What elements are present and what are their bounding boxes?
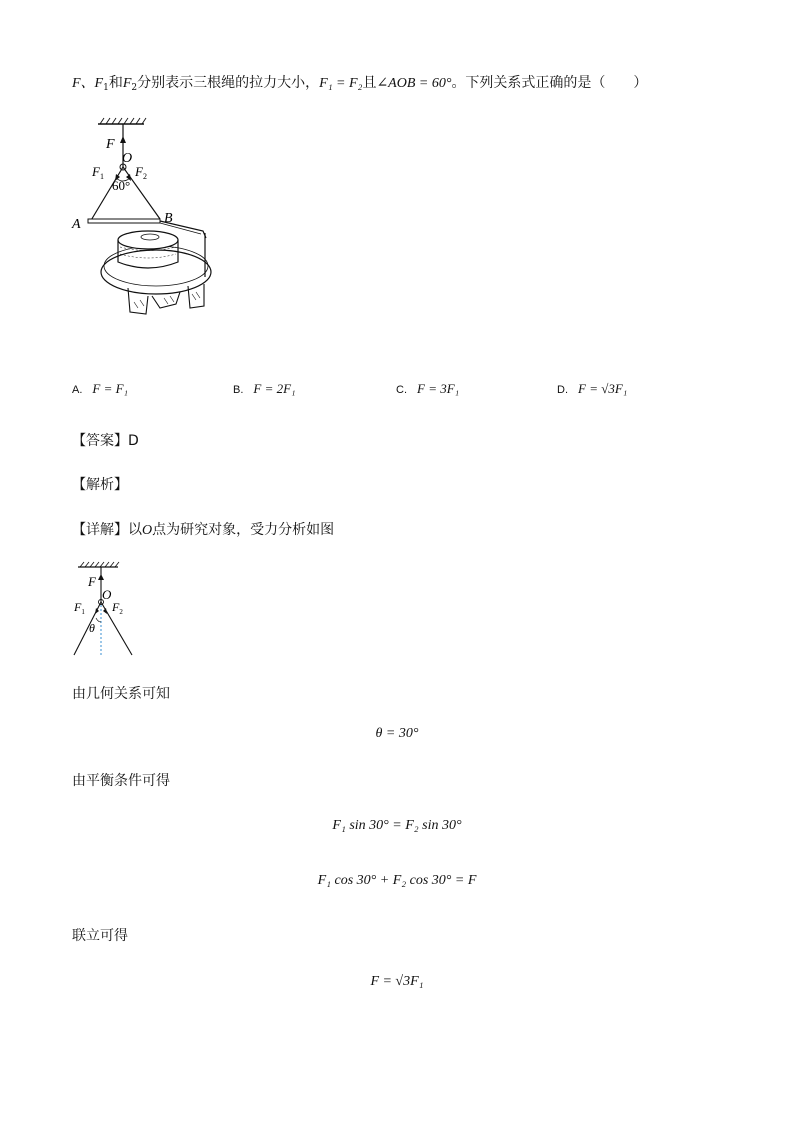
- answer-tag: 【答案】: [72, 433, 128, 449]
- fig1-label-angle: 60°: [112, 178, 131, 193]
- balance-text: 由平衡条件可得: [72, 773, 170, 789]
- fig1-label-B: B: [164, 211, 173, 226]
- connector-qie: 且: [362, 75, 377, 91]
- fig2-label-F2-sub: 2: [119, 608, 123, 616]
- svg-text:F2: [134, 164, 147, 181]
- fig2-label-F2: F: [112, 600, 120, 614]
- detail-point: O: [142, 523, 153, 538]
- fig1-label-O: O: [122, 151, 133, 166]
- equation-cos: F₁ cos 30° + F₂ cos 30° = F: [317, 873, 477, 888]
- force-f2: F: [122, 76, 132, 91]
- option-b-letter: B.: [233, 384, 244, 396]
- fig1-label-F1: F: [92, 164, 100, 179]
- fig2-label-theta: θ: [89, 621, 95, 635]
- fig2-label-F1-sub: 1: [81, 608, 85, 616]
- equation-theta: θ = 30°: [375, 726, 419, 741]
- geometry-text: 由几何关系可知: [72, 686, 170, 702]
- fig1-label-A: A: [72, 217, 81, 232]
- svg-text:F1: [91, 164, 104, 181]
- option-d-text: F = √3F₁: [578, 381, 628, 396]
- equal-condition: F₁ = F₂: [319, 76, 363, 91]
- detail-line: [72, 519, 334, 539]
- subscript-2: 2: [131, 83, 138, 93]
- answer-line: [72, 430, 139, 450]
- combine-text: 联立可得: [72, 928, 128, 944]
- analysis-line: [72, 474, 128, 494]
- question-description: 分别表示三根绳的拉力大小，: [137, 75, 320, 91]
- equation-result: F = √3F₁: [370, 974, 424, 989]
- detail-text1: 以: [128, 522, 142, 538]
- option-a-letter: A.: [72, 384, 83, 396]
- option-d-letter: D.: [557, 384, 568, 396]
- option-c-letter: C.: [396, 384, 407, 396]
- svg-text:F2: [111, 600, 123, 616]
- figure-millstone: [68, 112, 228, 327]
- fig2-label-F: F: [88, 574, 96, 589]
- option-d: [557, 381, 627, 397]
- connector-he: 和: [108, 75, 123, 91]
- fig2-label-O: O: [102, 587, 112, 602]
- option-c-text: F = 3F₁: [417, 381, 460, 396]
- svg-text:F1: [73, 600, 85, 616]
- option-b: [233, 381, 296, 397]
- fig2-label-F1: F: [74, 600, 82, 614]
- detail-text2: 点为研究对象，受力分析如图: [152, 522, 335, 538]
- subscript-1: 1: [103, 83, 109, 93]
- question-stem: [72, 72, 647, 93]
- analysis-tag: 【解析】: [72, 477, 128, 493]
- option-c: [396, 381, 459, 397]
- fig1-label-F: F: [106, 137, 115, 152]
- fig1-label-F1-sub: 1: [99, 172, 104, 181]
- option-a-text: F = F₁: [92, 381, 129, 396]
- forces-prefix: F、F: [72, 76, 104, 91]
- fig1-label-F2: F: [135, 164, 143, 179]
- detail-tag: 【详解】: [72, 522, 128, 538]
- answer-value: D: [128, 433, 139, 449]
- option-b-text: F = 2F₁: [253, 381, 296, 396]
- angle-condition: ∠AOB = 60°: [376, 76, 452, 91]
- equation-sin: F₁ sin 30° = F₂ sin 30°: [332, 818, 462, 833]
- question-ask: 。下列关系式正确的是（ ）: [451, 75, 648, 91]
- figure-force-analysis: [70, 560, 150, 660]
- fig1-label-F2-sub: 2: [142, 172, 147, 181]
- option-a: [72, 381, 128, 397]
